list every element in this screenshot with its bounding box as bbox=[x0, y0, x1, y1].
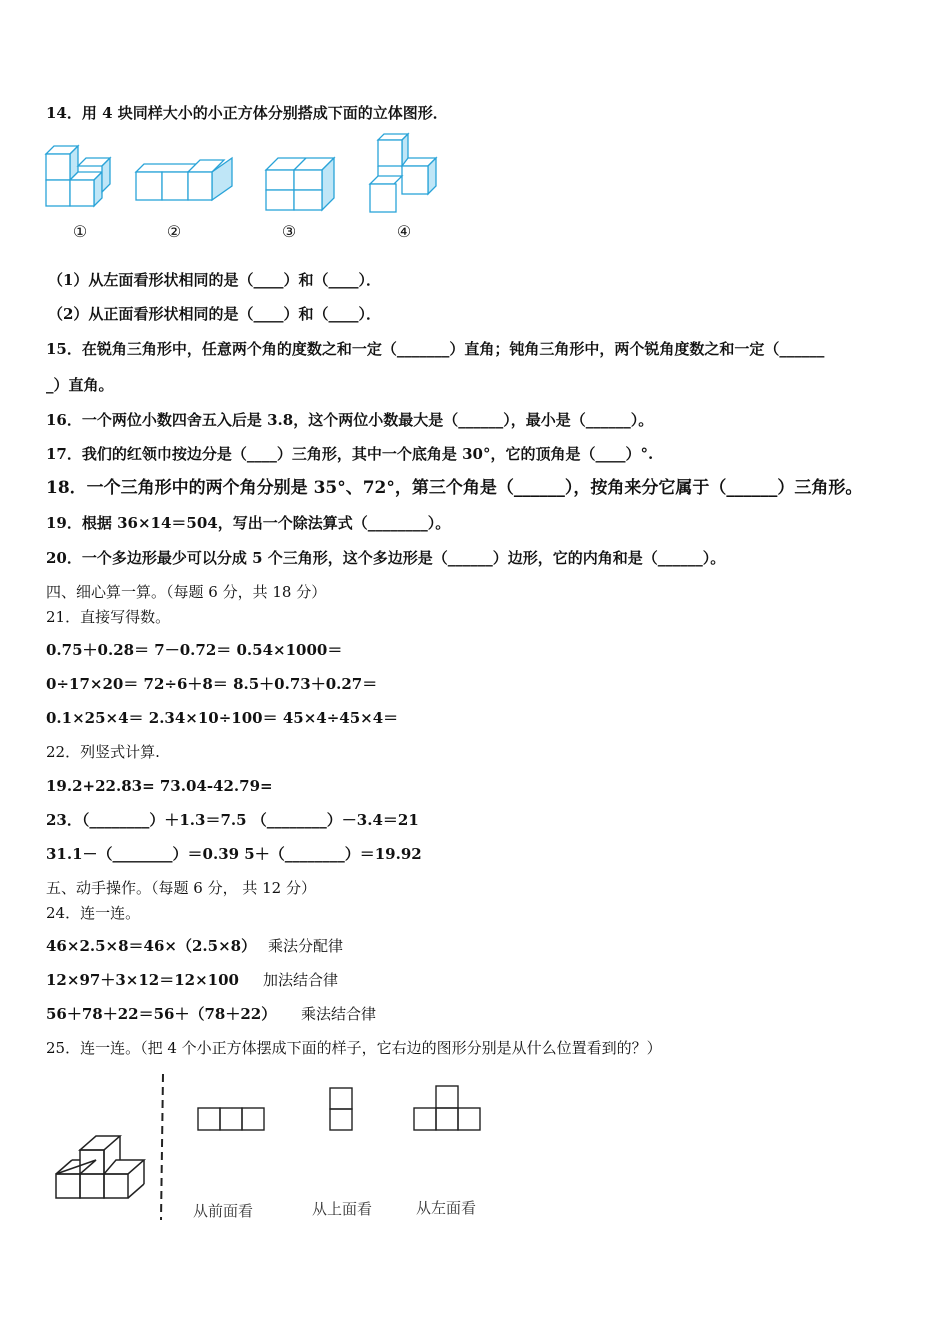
q22-row: 19.2+22.83= 73.04-42.79= bbox=[46, 777, 273, 795]
q22-title: 22．列竖式计算. bbox=[46, 743, 160, 761]
q16: 16．一个两位小数四舍五入后是 3.8，这个两位小数最大是（______），最小是（______）。 bbox=[46, 411, 654, 429]
q23-row2: 31.1－（________）＝0.39 5＋（________）＝19.92 bbox=[46, 845, 422, 863]
cube-figure-1 bbox=[44, 144, 120, 214]
q24-expr-1: 46×2.5×8＝46×（2.5×8） bbox=[46, 937, 257, 955]
figure-label-4: ④ bbox=[396, 222, 412, 241]
q24-law-1: 乘法分配律 bbox=[268, 937, 344, 955]
q25-cube-stack bbox=[50, 1128, 150, 1204]
q24-law-3: 乘法结合律 bbox=[301, 1005, 377, 1023]
q14-sub1: （1）从左面看形状相同的是（____）和（____）． bbox=[48, 271, 381, 289]
section4-heading: 四、细心算一算。（每题 6 分，共 18 分） bbox=[46, 583, 327, 601]
figure-label-3: ③ bbox=[281, 222, 297, 241]
view-label-front: 从前面看 bbox=[193, 1202, 254, 1220]
q25-dashed-divider bbox=[158, 1074, 168, 1220]
q21-row2: 0÷17×20＝ 72÷6＋8＝ 8.5＋0.73＋0.27＝ bbox=[46, 675, 378, 693]
figure-label-2: ② bbox=[166, 222, 182, 241]
q17: 17．我们的红领巾按边分是（____）三角形，其中一个底角是 30°，它的顶角是（____）°. bbox=[46, 445, 654, 463]
view-label-left: 从左面看 bbox=[416, 1199, 477, 1217]
view-label-top: 从上面看 bbox=[312, 1200, 373, 1218]
section5-heading: 五、动手操作。（每题 6 分， 共 12 分） bbox=[46, 879, 316, 897]
q21-row1: 0.75＋0.28＝ 7－0.72＝ 0.54×1000＝ bbox=[46, 641, 343, 659]
q20: 20．一个多边形最少可以分成 5 个三角形，这个多边形是（______）边形，它的内角和是（______）。 bbox=[46, 549, 726, 567]
q23-row1: 23．（________）＋1.3＝7.5 （________）－3.4＝21 bbox=[46, 811, 419, 829]
q21-row3: 0.1×25×4＝ 2.34×10÷100＝ 45×4÷45×4＝ bbox=[46, 709, 399, 727]
view-three-in-row bbox=[196, 1106, 268, 1132]
q19: 19．根据 36×14＝504，写出一个除法算式（________）。 bbox=[46, 514, 451, 532]
q24-expr-2: 12×97＋3×12＝12×100 bbox=[46, 971, 239, 989]
q24-title: 24．连一连。 bbox=[46, 904, 141, 922]
q21-title: 21．直接写得数。 bbox=[46, 608, 171, 626]
q15-line1: 15．在锐角三角形中，任意两个角的度数之和一定（_______）直角；钝角三角形中，两个锐角度数之和一定（______ bbox=[46, 340, 825, 358]
cube-figure-4 bbox=[368, 132, 444, 216]
cube-figure-2 bbox=[134, 156, 236, 214]
q24-expr-3: 56＋78＋22＝56＋（78＋22） bbox=[46, 1005, 277, 1023]
cube-figure-3 bbox=[264, 156, 340, 214]
q15-line2: _）直角。 bbox=[46, 376, 114, 394]
q18: 18．一个三角形中的两个角分别是 35°、72°，第三个角是（______），按角来分它属于（______）三角形。 bbox=[46, 478, 863, 498]
figure-label-1: ① bbox=[72, 222, 88, 241]
q14-title: 14．用 4 块同样大小的小正方体分别搭成下面的立体图形． bbox=[46, 104, 448, 122]
q14-sub2: （2）从正面看形状相同的是（____）和（____）． bbox=[48, 305, 381, 323]
q24-law-2: 加法结合律 bbox=[263, 971, 339, 989]
q25-title: 25．连一连。（把 4 个小正方体摆成下面的样子，它右边的图形分别是从什么位置看到的？） bbox=[46, 1039, 662, 1057]
view-t-shape bbox=[412, 1084, 484, 1132]
view-two-stacked bbox=[328, 1086, 354, 1132]
